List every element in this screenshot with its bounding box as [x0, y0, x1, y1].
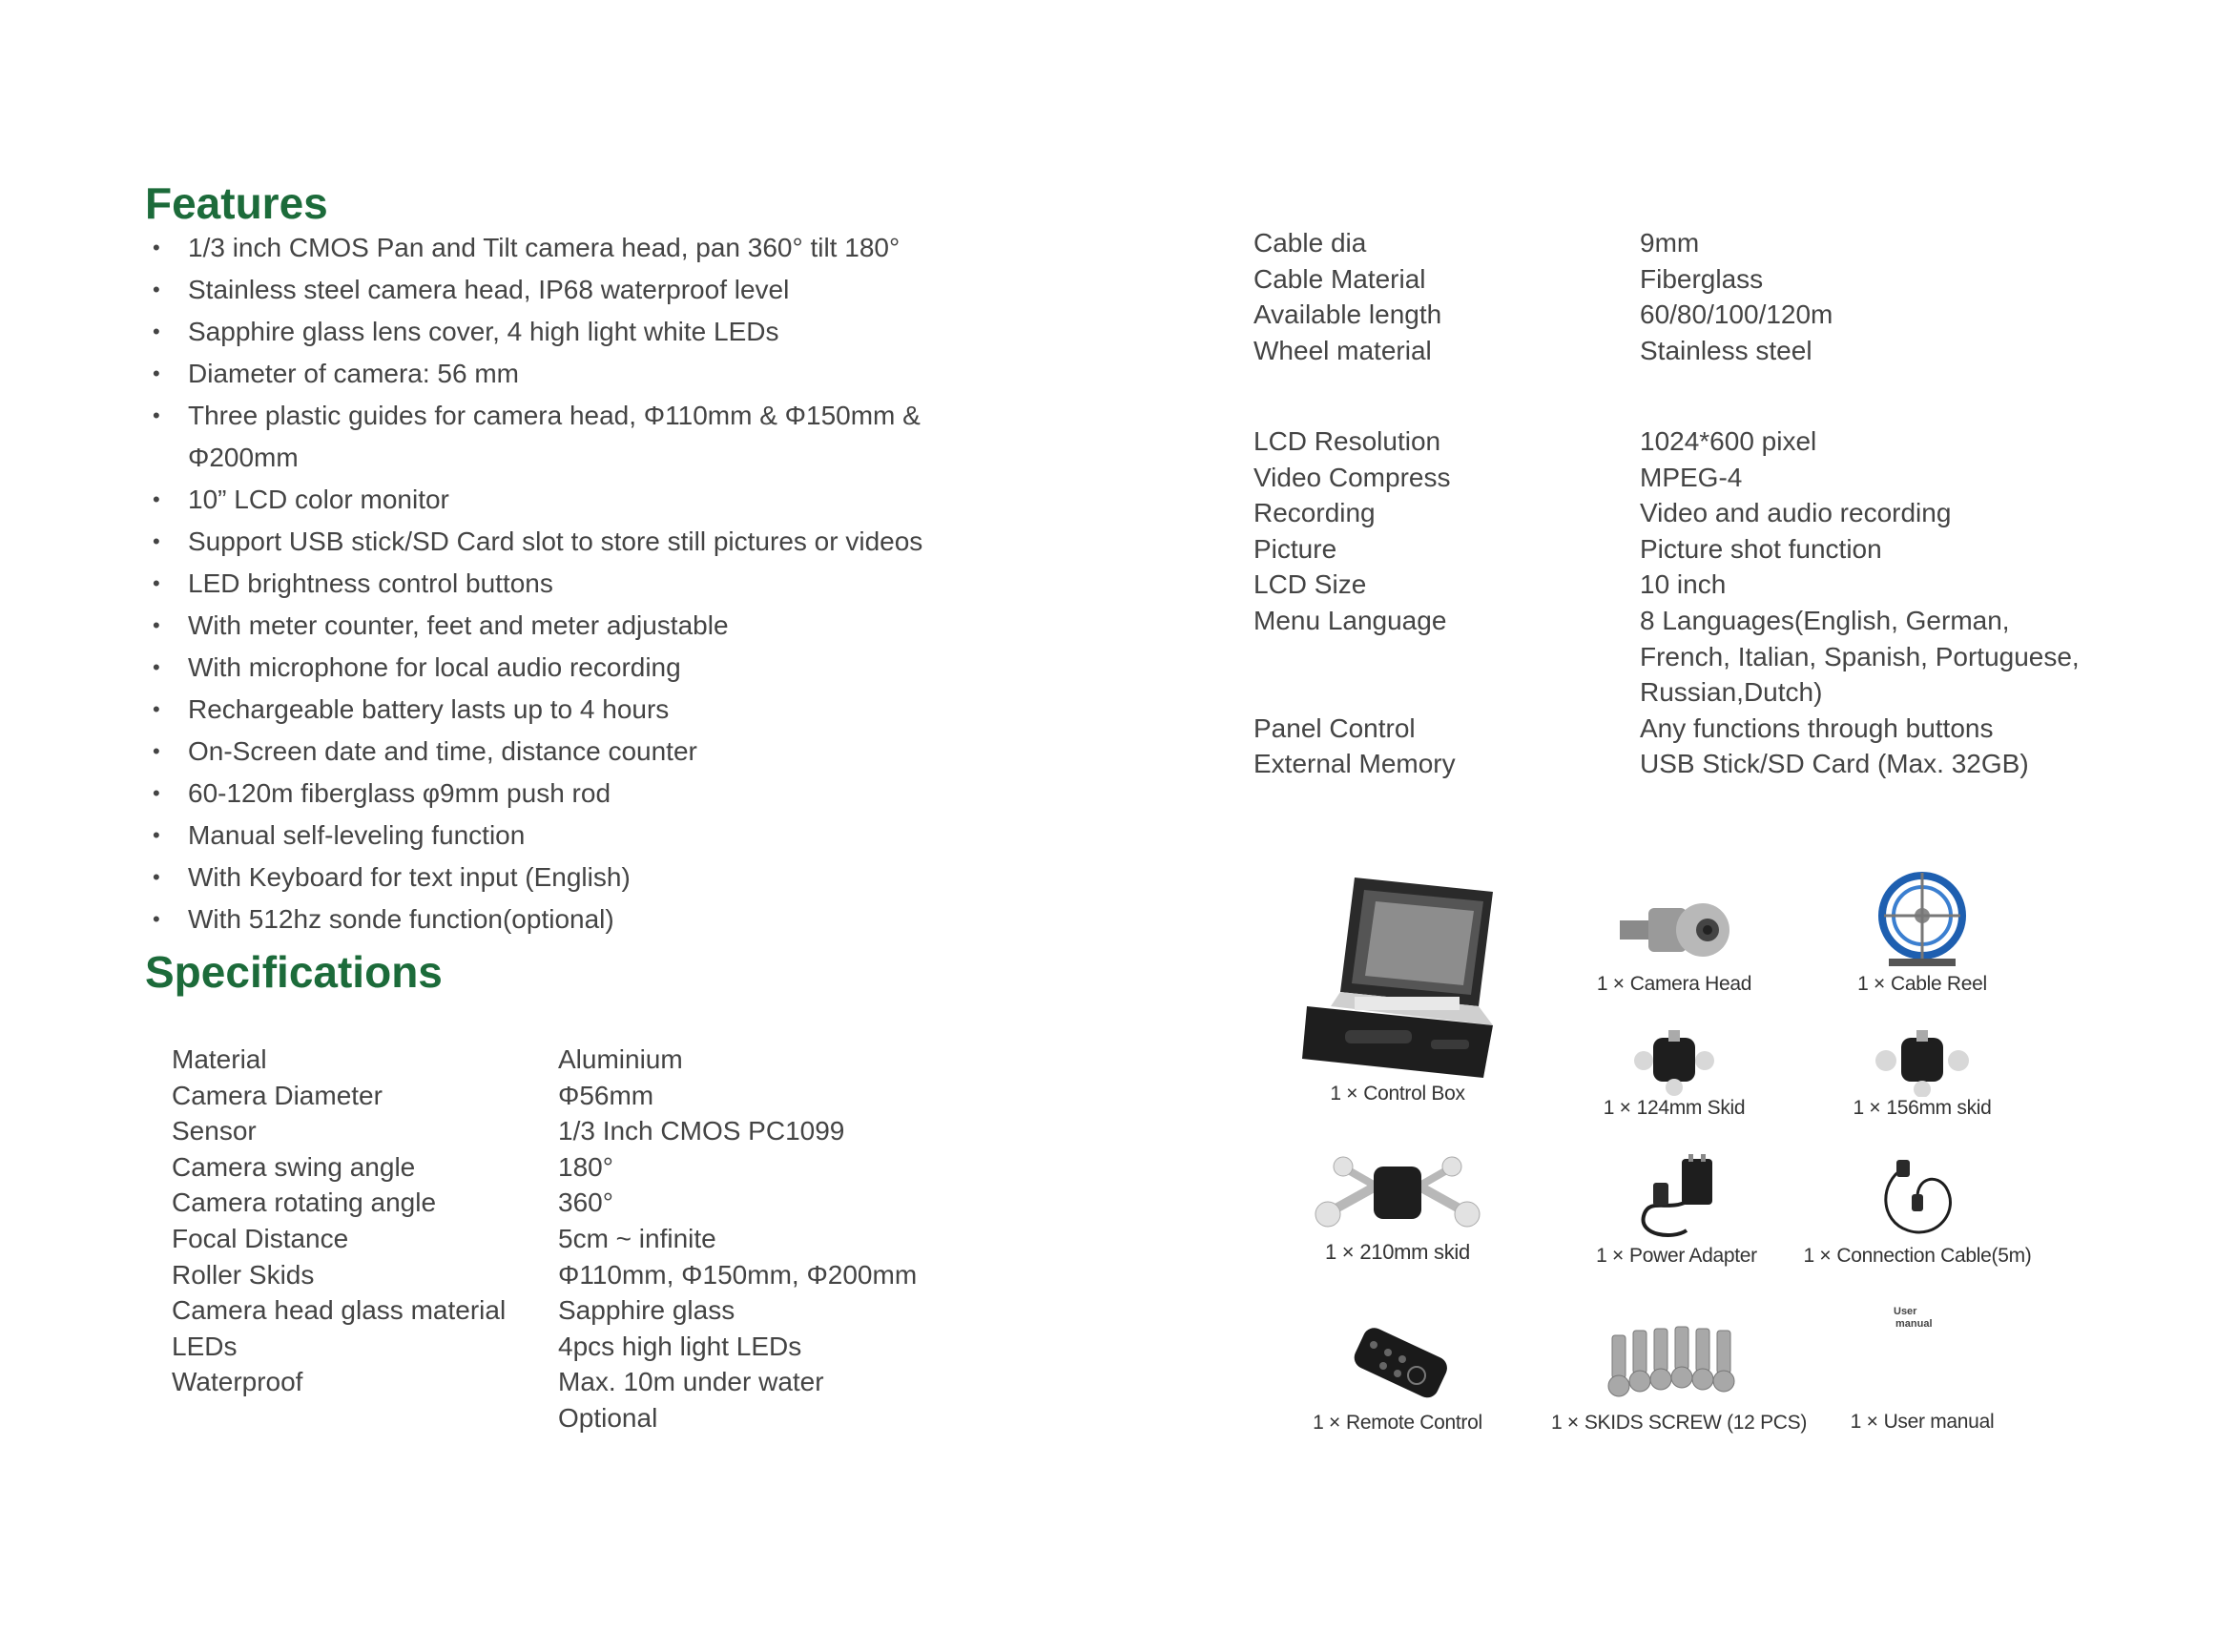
spec-row [172, 1149, 1035, 1186]
accessory-caption: 1 × Cable Reel [1857, 973, 1987, 995]
spec-row [1253, 603, 2088, 711]
spec-label: LEDs [172, 1331, 238, 1361]
bullet-icon: • [153, 739, 160, 763]
spec-label: Waterproof [172, 1367, 303, 1397]
cable-reel-icon [1874, 863, 1970, 973]
spec-value: 1024*600 pixel [1640, 426, 1817, 456]
spec-row [172, 1400, 1035, 1436]
spec-row [1253, 297, 2088, 333]
spec-row [1253, 333, 2088, 369]
features-heading: Features [145, 178, 328, 228]
screws-icon [1603, 1311, 1755, 1412]
accessory-caption: 1 × 156mm skid [1853, 1097, 1992, 1119]
spec-label: Roller Skids [172, 1259, 315, 1290]
bullet-icon: • [153, 278, 160, 301]
spec-label: Video Compress [1253, 462, 1451, 492]
accessory-caption: 1 × SKIDS SCREW (12 PCS) [1550, 1412, 1808, 1434]
spec-row [1253, 225, 2088, 261]
feature-item: • Sapphire glass lens cover, 4 high light white LEDs [145, 311, 1194, 353]
spec-value: Fiberglass [1640, 263, 1764, 294]
bullet-icon: • [153, 823, 160, 847]
power-adapter-icon [1629, 1154, 1725, 1245]
features-list [145, 227, 1194, 940]
accessory-caption: 1 × Connection Cable(5m) [1803, 1245, 2032, 1267]
user-manual-icon [1894, 1302, 1951, 1411]
bullet-icon: • [153, 487, 160, 511]
spec-value: MPEG-4 [1640, 462, 1743, 492]
feature-item: • Stainless steel camera head, IP68 waterproof level [145, 269, 1194, 311]
bullet-icon: • [153, 613, 160, 637]
accessory-caption: 1 × Remote Control [1313, 1412, 1482, 1434]
spec-value: USB Stick/SD Card (Max. 32GB) [1640, 749, 2029, 779]
accessory-caption: 1 × Power Adapter [1596, 1245, 1757, 1267]
spec-row [1253, 460, 2088, 496]
feature-item: • Manual self-leveling function [145, 815, 1194, 857]
spec-label: Camera rotating angle [172, 1187, 437, 1218]
camera-head-icon [1612, 887, 1736, 973]
feature-item: • On-Screen date and time, distance counter [145, 731, 1194, 773]
spec-value: 60/80/100/120m [1640, 299, 1833, 330]
specifications-table [172, 1042, 1035, 1436]
spec-label: Cable Material [1253, 263, 1426, 294]
feature-item: • LED brightness control buttons [145, 563, 1194, 605]
accessory-control-box [1269, 863, 1526, 1105]
feature-item: • 60-120m fiberglass φ9mm push rod [145, 773, 1194, 815]
spec-value: Max. 10m under water [558, 1367, 824, 1397]
spec-value: 180° [558, 1151, 613, 1182]
bullet-icon: • [153, 697, 160, 721]
spec-label: Available length [1253, 299, 1442, 330]
bullet-icon: • [153, 655, 160, 679]
accessory-210mm-skid [1288, 1149, 1507, 1265]
spec-label: LCD Resolution [1253, 426, 1441, 456]
spec-row [1253, 531, 2088, 568]
spec-row [172, 1221, 1035, 1257]
feature-item: • Three plastic guides for camera head, Φ110mm & Φ150mm & Φ200mm [145, 395, 951, 479]
accessory-connection-cable [1793, 1154, 2041, 1268]
feature-item: • 10” LCD color monitor [145, 479, 1194, 521]
bullet-icon: • [153, 865, 160, 889]
bullet-icon: • [153, 907, 160, 931]
skid-icon [1874, 1021, 1970, 1097]
spec-label: Panel Control [1253, 712, 1416, 743]
spec-row [1253, 261, 2088, 298]
spec-value: Φ110mm, Φ150mm, Φ200mm [558, 1259, 918, 1290]
skid-wheels-icon [1307, 1149, 1488, 1240]
spec-value: 10 inch [1640, 569, 1727, 600]
spec-row [172, 1329, 1035, 1365]
spec-label: Camera head glass material [172, 1295, 507, 1326]
feature-item: • 1/3 inch CMOS Pan and Tilt camera head, pan 360° tilt 180° [145, 227, 1194, 269]
bullet-icon: • [153, 236, 160, 259]
spec-value: 5cm ~ infinite [558, 1223, 716, 1253]
accessory-remote-control [1293, 1316, 1502, 1435]
accessory-skids-screw [1545, 1311, 1812, 1435]
feature-item: • Rechargeable battery lasts up to 4 hours [145, 689, 1194, 731]
accessory-caption: 1 × Control Box [1330, 1083, 1465, 1105]
remote-control-icon [1340, 1316, 1455, 1412]
feature-item: • Diameter of camera: 56 mm [145, 353, 1194, 395]
spec-value: Picture shot function [1640, 533, 1882, 564]
spec-row [172, 1042, 1035, 1078]
spec-label: Camera Diameter [172, 1080, 383, 1110]
spec-label: Wheel material [1253, 335, 1432, 365]
spec-label: Menu Language [1253, 605, 1447, 635]
spec-value: 4pcs high light LEDs [558, 1331, 802, 1361]
spec-label [172, 1400, 558, 1436]
skid-icon [1626, 1021, 1722, 1097]
spec-value: Aluminium [558, 1044, 683, 1074]
spec-label: Sensor [172, 1116, 257, 1146]
spec-value: Stainless steel [1640, 335, 1812, 365]
manual-cover-subtitle: manual [1895, 1318, 1933, 1330]
bullet-icon: • [153, 571, 160, 595]
spec-label: Camera swing angle [172, 1151, 416, 1182]
spec-value: Φ56mm [558, 1080, 654, 1110]
cable-specs-table [1253, 225, 2088, 368]
feature-item: • With Keyboard for text input (English) [145, 857, 1194, 898]
spec-row [172, 1292, 1035, 1329]
accessory-caption: 1 × 124mm Skid [1603, 1097, 1746, 1119]
spec-row [1253, 567, 2088, 603]
spec-value: Any functions through buttons [1640, 712, 1994, 743]
spec-value: 360° [558, 1187, 613, 1218]
accessory-156mm-skid [1822, 1021, 2022, 1120]
spec-row [1253, 711, 2088, 747]
monitor-specs-table [1253, 423, 2088, 782]
spec-row [172, 1364, 1035, 1400]
spec-value: 8 Languages(English, German, French, Italian, Spanish, Portuguese, Russian,Dutch) [1640, 605, 2080, 708]
spec-label: Picture [1253, 533, 1337, 564]
accessory-124mm-skid [1574, 1021, 1774, 1120]
spec-value: 9mm [1640, 228, 1700, 258]
accessory-user-manual [1836, 1302, 2008, 1434]
spec-row [172, 1113, 1035, 1149]
specifications-heading: Specifications [145, 947, 443, 997]
accessory-caption: 1 × User manual [1850, 1411, 1995, 1433]
bullet-icon: • [153, 320, 160, 343]
connection-cable-icon [1870, 1154, 1965, 1245]
spec-value: Sapphire glass [558, 1295, 735, 1326]
accessory-camera-head [1564, 887, 1784, 996]
accessory-caption: 1 × 210mm skid [1325, 1240, 1470, 1264]
spec-row [172, 1257, 1035, 1293]
spec-label: External Memory [1253, 749, 1456, 779]
spec-row [1253, 423, 2088, 460]
feature-item: • With microphone for local audio recording [145, 647, 1194, 689]
feature-item: • With 512hz sonde function(optional) [145, 898, 1194, 940]
accessory-power-adapter [1574, 1154, 1779, 1268]
spec-label: Material [172, 1044, 267, 1074]
feature-item: • With meter counter, feet and meter adjustable [145, 605, 1194, 647]
spec-label: LCD Size [1253, 569, 1367, 600]
spec-value: Optional [558, 1402, 658, 1433]
spec-label: Focal Distance [172, 1223, 349, 1253]
spec-row [172, 1078, 1035, 1114]
bullet-icon: • [153, 403, 160, 427]
spec-row [1253, 746, 2088, 782]
spec-row [172, 1185, 1035, 1221]
control-box-icon [1288, 863, 1507, 1083]
spec-value: 1/3 Inch CMOS PC1099 [558, 1116, 845, 1146]
accessory-cable-reel [1812, 863, 2032, 996]
spec-value: Video and audio recording [1640, 498, 1952, 528]
spec-label: Cable dia [1253, 228, 1367, 258]
manual-cover-title: User [1894, 1306, 1917, 1317]
spec-row [1253, 495, 2088, 531]
bullet-icon: • [153, 781, 160, 805]
spec-label: Recording [1253, 498, 1376, 528]
bullet-icon: • [153, 529, 160, 553]
feature-item: • Support USB stick/SD Card slot to store still pictures or videos [145, 521, 1194, 563]
accessory-caption: 1 × Camera Head [1596, 973, 1752, 995]
bullet-icon: • [153, 361, 160, 385]
